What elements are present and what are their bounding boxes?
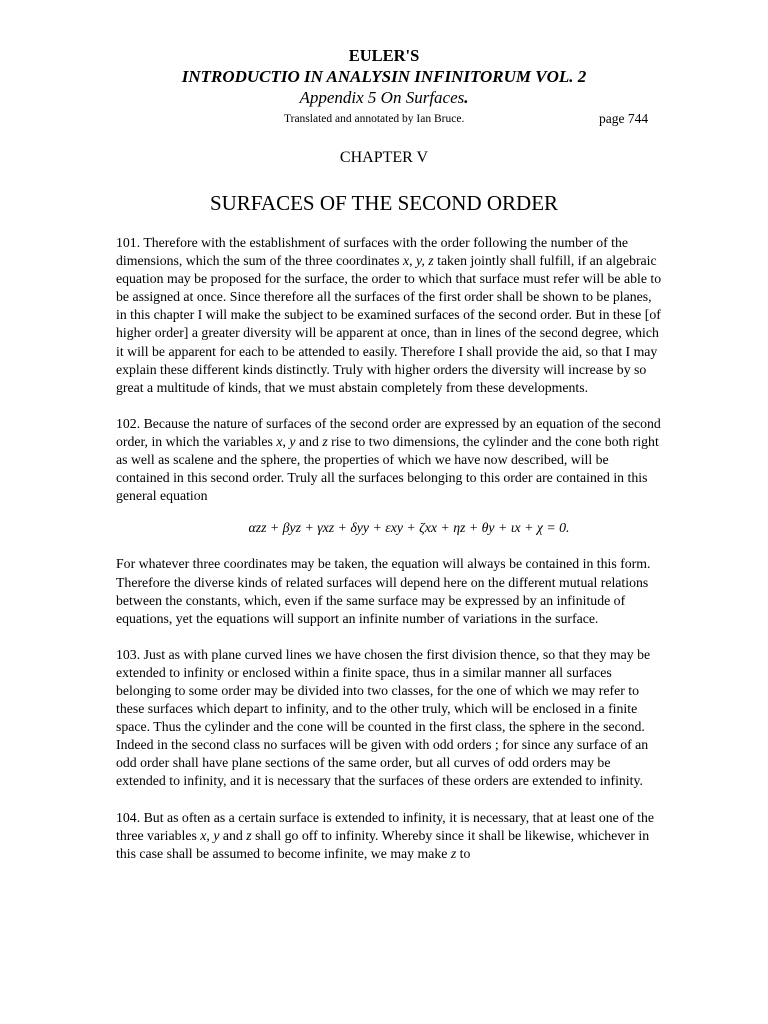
p104-comma: , (206, 827, 214, 843)
paragraph-102 (116, 415, 662, 505)
book-author-heading: EULER'S (348, 46, 420, 65)
p101-text-b: taken jointly shall fulfill, if an algebraic equation may be proposed for the surface, the order to which that surface must refer will be able to be assigned at once. Since therefore all the surfaces of the first order shall be shown to be planes, in this chapter I will make the subject to be examined surfaces of the second order. But in these [of higher order] a greater diversity will be apparent at once, than in lines of the second degree, which it will be apparent for each to be attended to easily. Therefore I shall provide the aid, so that I may explain these different kinds distinctly. Truly with higher orders the diversity will increase by so great a multitude of kinds, that we must abstain completely from these developments. (116, 253, 662, 395)
p104-text-c: to (456, 845, 471, 861)
p104-text-b: shall go off to infinity. Whereby since it shall be likewise, whichever in this case shall be assumed to become infinite, we may make (116, 827, 650, 861)
p104-var-z2: z (450, 845, 457, 861)
credit-line (0, 111, 768, 129)
p102-text-b: rise to two dimensions, the cylinder and the cone both right as well as scalene and the sphere, the properties of which we have now described, will be contained in this second order. Truly all the surfaces belonging to this order are contained in this general equation (116, 433, 659, 504)
paragraph-102-continued: For whatever three coordinates may be taken, the equation will always be contained in this form. Therefore the diverse kinds of related surfaces will depend here on the different mutual relations between the constants, which, even if the same surface may be expressed by an infinitude of equations, yet the equations will support an infinite number of variations in the surface. (116, 556, 651, 626)
p104-var-y: y (213, 827, 220, 843)
paragraph-103: 103. Just as with plane curved lines we have chosen the first division thence, so that they may be extended to infinity or enclosed within a finite space, thus in a similar manner all surfaces belonging to some order may be divided into two classes, for the one of which we may refer to these surfaces which depart to infinity, and to the other truly, which will be enclosed in a finite space. Thus the cylinder and the cone will be counted in the first class, the sphere in the second. Indeed in the second class no surfaces will be given with odd orders ; for since any surface of an odd order shall have plane sections of the same order, but all curves of odd orders may be extended to infinity, and it is necessary that the surfaces of these orders are extended to infinity. (116, 646, 651, 789)
translator-credit: Translated and annotated by Ian Bruce. (284, 113, 465, 125)
p102-var-y: y (289, 433, 296, 449)
chapter-label: CHAPTER V (339, 149, 429, 166)
p102-comma: , (282, 433, 290, 449)
p102-var-x: x (276, 433, 283, 449)
p104-text-a: 104. But as often as a certain surface is extended to infinity, it is necessary, that at least one of the three variables (116, 809, 655, 843)
p104-and: and (219, 827, 247, 843)
appendix-label: Appendix 5 On Surfaces (299, 88, 465, 107)
p102-var-z: z (322, 433, 328, 449)
page-number: page 744 (599, 111, 649, 126)
p101-text-a: 101. Therefore with the establishment of surfaces with the order following the number of the dimensions, which the sum of the three coordinates (116, 235, 629, 269)
body-text (116, 234, 662, 881)
page-header (0, 46, 768, 108)
paragraph-101 (116, 234, 662, 397)
paragraph-104 (116, 809, 662, 863)
chapter-title: SURFACES OF THE SECOND ORDER (209, 191, 559, 215)
p104-var-x: x (200, 827, 207, 843)
book-title-heading: INTRODUCTIO IN ANALYSIN INFINITORUM VOL. 2 (181, 67, 587, 86)
p102-text-a: 102. Because the nature of surfaces of the second order are expressed by an equation of the second order, in which the variables (116, 415, 661, 449)
appendix-period: . (464, 88, 469, 107)
general-equation: αzz + βyz + γxz + δyy + εxy + ζxx + ηz + θy + ιx + χ = 0. (248, 520, 570, 536)
p104-var-z: z (246, 827, 252, 843)
p102-and: and (295, 433, 323, 449)
p101-variables: x, y, z (403, 253, 434, 269)
appendix-heading (0, 87, 768, 108)
